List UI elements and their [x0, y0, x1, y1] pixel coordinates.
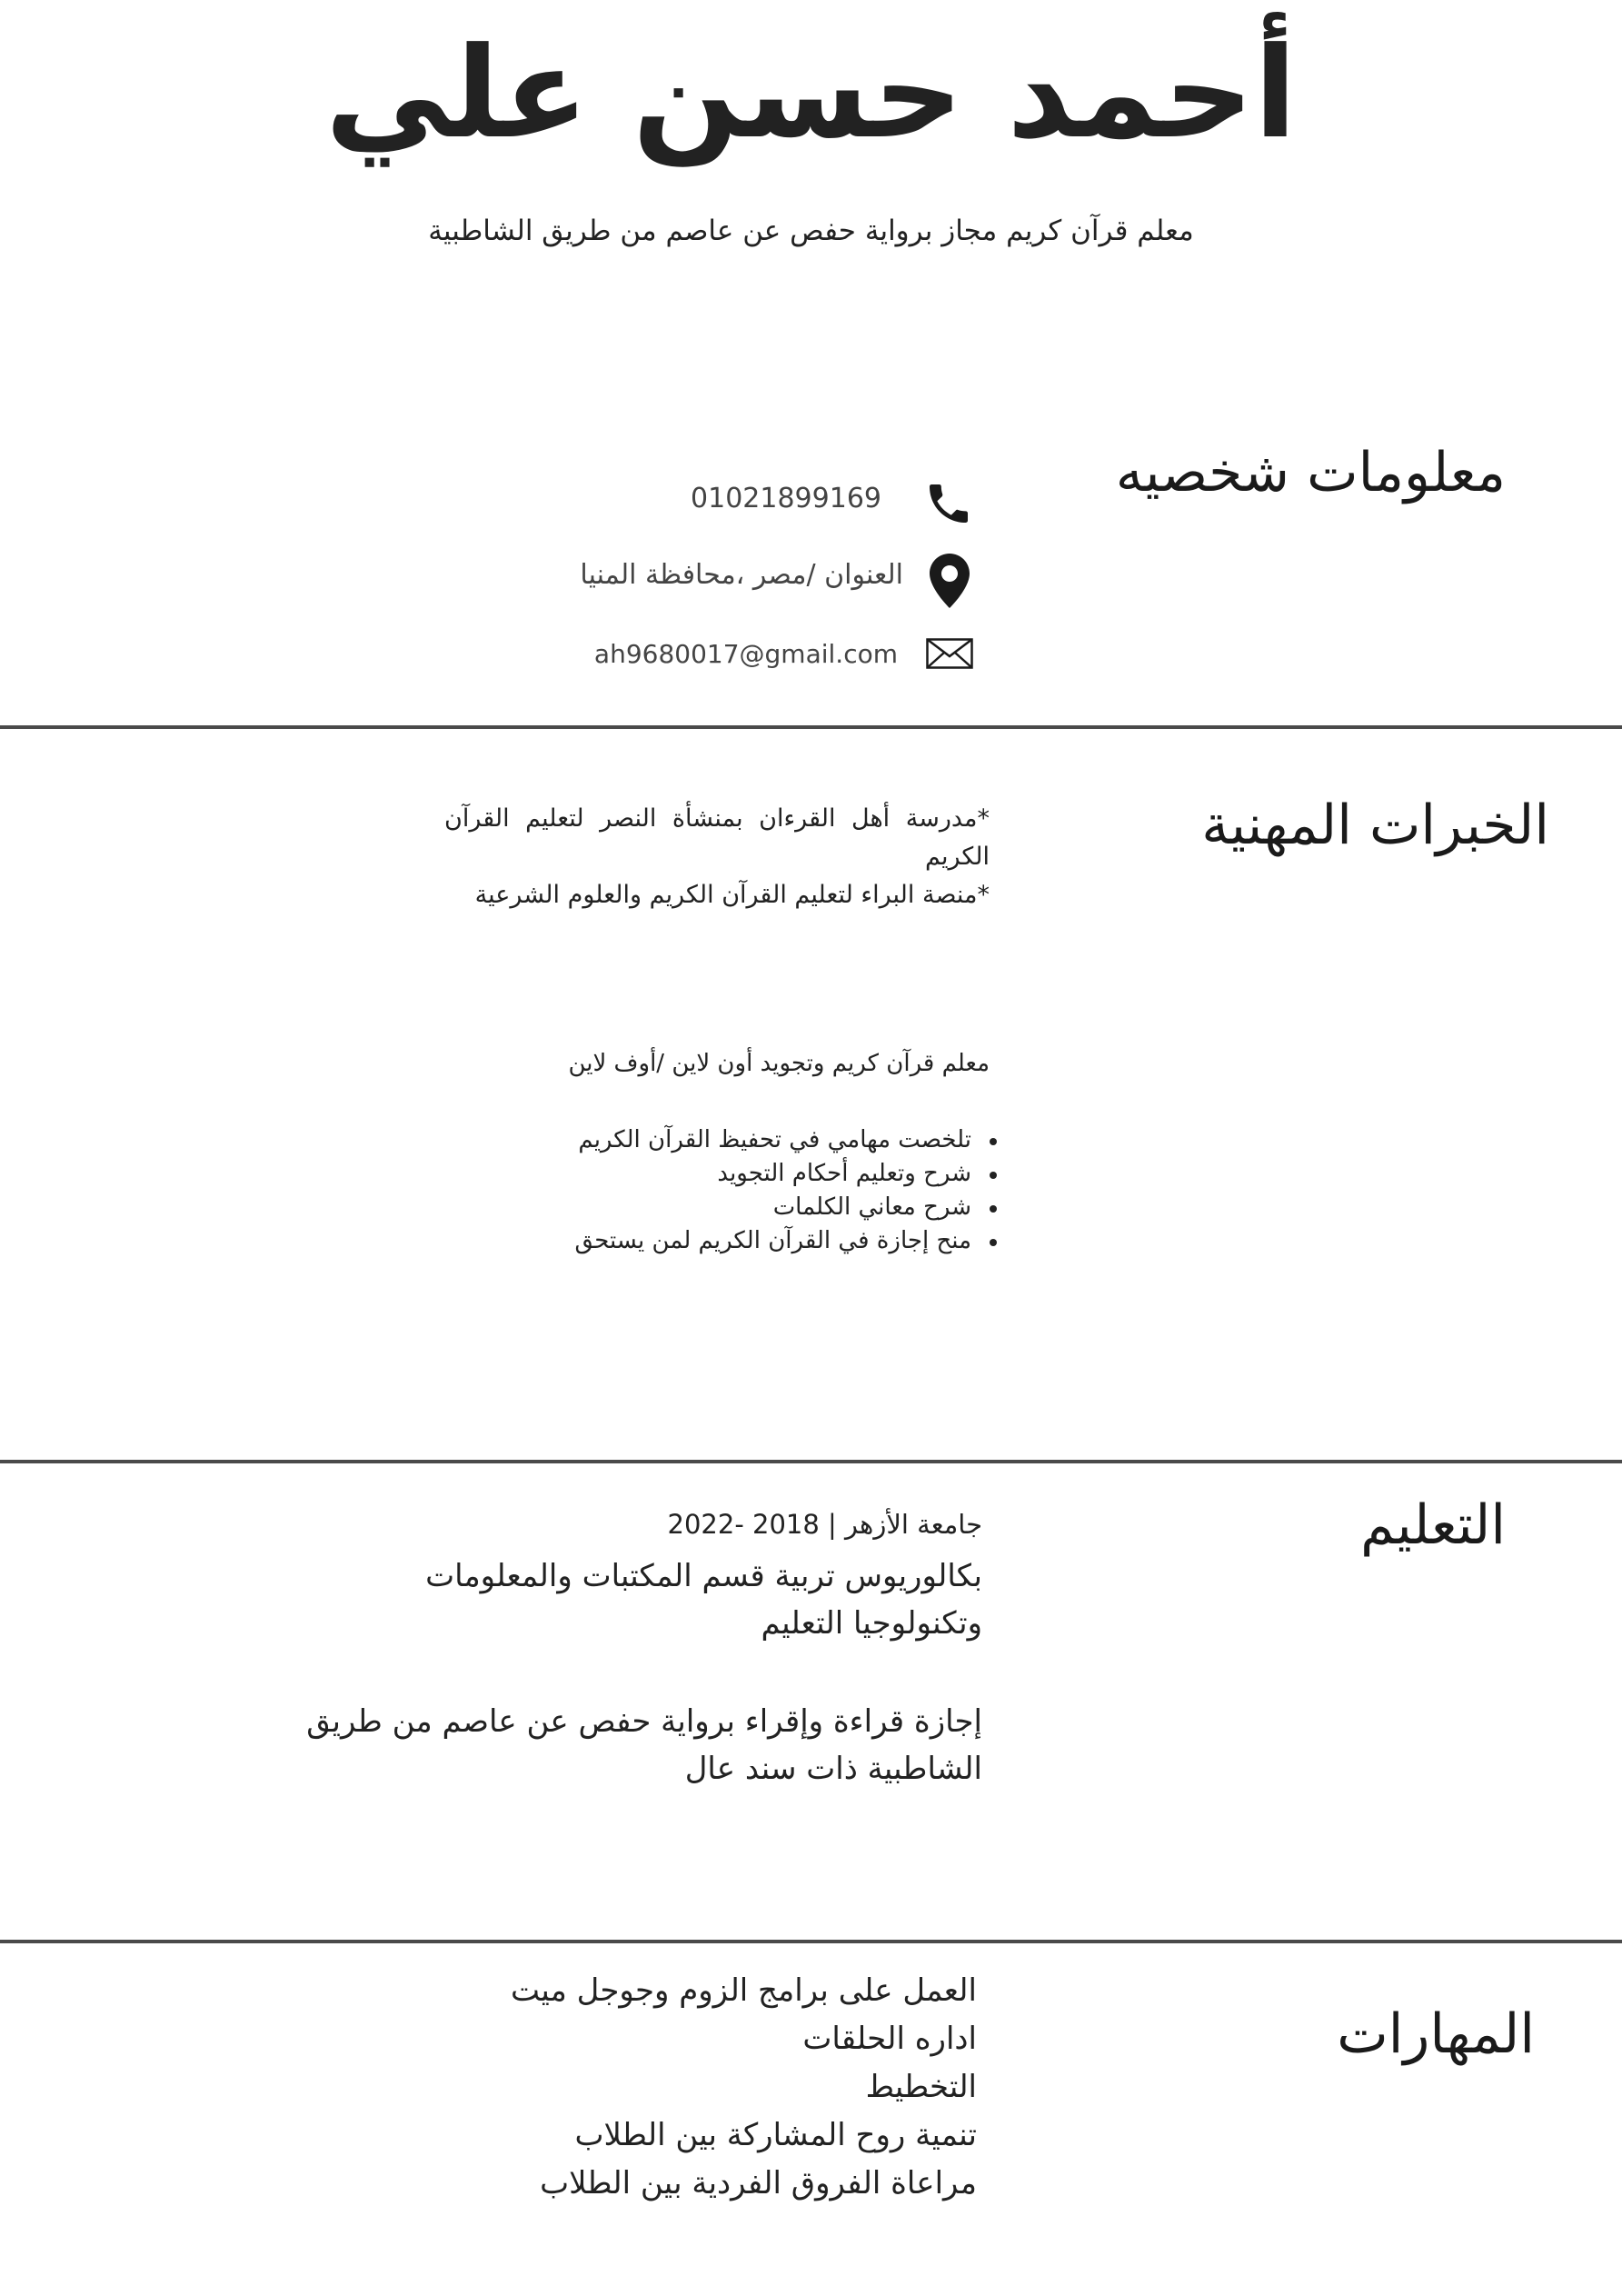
personal-info-title: معلومات شخصيه [1115, 441, 1506, 504]
skills-list [341, 1967, 977, 2208]
education-title: التعليم [1360, 1493, 1506, 1557]
experience-place-2: *منصة البراء لتعليم القرآن الكريم والعلوم الشرعية [474, 881, 990, 909]
list-item: منح إجازة في القرآن الكريم لمن يستحق [499, 1224, 971, 1258]
list-item: شرح معاني الكلمات [499, 1191, 971, 1224]
list-item: تلخصت مهامي في تحفيظ القرآن الكريم [499, 1123, 971, 1157]
address-text: العنوان /مصر ،محافظة المنيا [580, 559, 903, 591]
divider-personal [0, 725, 1622, 729]
location-pin-icon [928, 554, 971, 608]
list-item: شرح وتعليم أحكام التجويد [499, 1157, 971, 1191]
list-item: التخطيط [865, 2069, 977, 2105]
list-item: مراعاة الفروق الفردية بين الطلاب [540, 2165, 977, 2201]
resume-subtitle: معلم قرآن كريم مجاز برواية حفص عن عاصم من طريق الشاطبية [428, 215, 1194, 247]
resume-name: أحمد حسن علي [324, 20, 1298, 166]
experience-tasks-list [499, 1123, 997, 1258]
divider-education [0, 1940, 1622, 1943]
phone-number: 01021899169 [691, 483, 881, 514]
email-address[interactable]: ah9680017@gmail.com [593, 639, 898, 669]
phone-icon [923, 478, 974, 529]
skills-title: المهارات [1337, 2002, 1535, 2066]
experience-title: الخبرات المهنية [1201, 794, 1549, 857]
education-degree: بكالوريوس تربية قسم المكتبات والمعلومات وتكنولوجيا التعليم [425, 1558, 982, 1642]
experience-place-1: *مدرسة أهل القرءان بمنشأة النصر لتعليم القرآن الكريم [444, 804, 990, 871]
envelope-icon [926, 638, 973, 669]
education-ijaza: إجازة قراءة وإقراء برواية حفص عن عاصم من طريق الشاطبية ذات سند عال [306, 1703, 982, 1787]
list-item: اداره الحلقات [802, 2021, 977, 2057]
list-item: تنمية روح المشاركة بين الطلاب [574, 2117, 977, 2153]
divider-experience [0, 1460, 1622, 1463]
list-item: العمل على برامج الزوم وجوجل ميت [510, 1972, 977, 2009]
education-university: جامعة الأزهر | 2018 -2022 [667, 1509, 982, 1540]
experience-role: معلم قرآن كريم وتجويد أون لاين /أوف لاين [568, 1050, 990, 1077]
